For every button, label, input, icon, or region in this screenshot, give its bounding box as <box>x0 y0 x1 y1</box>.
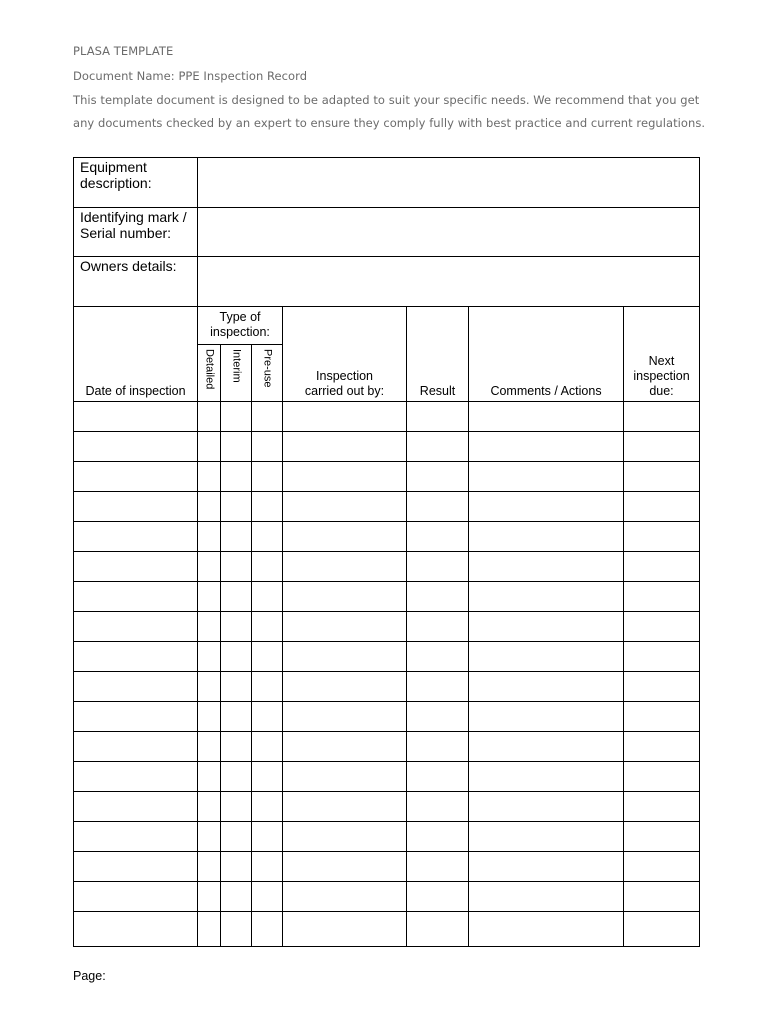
inspected-by-cell[interactable] <box>283 762 407 792</box>
table-row <box>74 852 700 882</box>
result-cell[interactable] <box>407 792 469 822</box>
date-cell[interactable] <box>74 822 198 852</box>
pre-use-cell[interactable] <box>252 402 283 432</box>
comments-cell[interactable] <box>469 732 624 762</box>
pre-use-cell[interactable] <box>252 492 283 522</box>
col-header-interim <box>221 345 252 402</box>
col-header-type-of-inspection <box>198 307 283 345</box>
detailed-cell[interactable] <box>198 912 221 947</box>
detailed-cell[interactable] <box>198 732 221 762</box>
inspected-by-cell[interactable] <box>283 702 407 732</box>
table-row <box>74 462 700 492</box>
interim-cell[interactable] <box>221 792 252 822</box>
pre-use-cell[interactable] <box>252 552 283 582</box>
interim-cell[interactable] <box>221 762 252 792</box>
owners-details-label <box>74 257 198 307</box>
comments-cell[interactable] <box>469 642 624 672</box>
interim-cell[interactable] <box>221 852 252 882</box>
result-cell[interactable] <box>407 912 469 947</box>
inspected-by-cell[interactable] <box>283 582 407 612</box>
detailed-cell[interactable] <box>198 762 221 792</box>
detailed-cell[interactable] <box>198 672 221 702</box>
intro-text-line-2: any documents checked by an expert to ensure they comply fully with best practice and current regulations. <box>73 116 706 130</box>
date-cell[interactable] <box>74 702 198 732</box>
result-cell[interactable] <box>407 522 469 552</box>
detailed-cell[interactable] <box>198 882 221 912</box>
type-header-line-1: Type of <box>219 310 261 324</box>
detailed-cell[interactable] <box>198 552 221 582</box>
col-header-next-inspection <box>624 307 700 402</box>
next-inspection-cell[interactable] <box>624 582 700 612</box>
detailed-cell[interactable] <box>198 852 221 882</box>
interim-cell[interactable] <box>221 612 252 642</box>
result-cell[interactable] <box>407 462 469 492</box>
interim-cell[interactable] <box>221 642 252 672</box>
col-header-result: Result <box>407 307 469 402</box>
date-cell[interactable] <box>74 402 198 432</box>
date-cell[interactable] <box>74 882 198 912</box>
pre-use-label: Pre-use <box>261 349 274 388</box>
next-inspection-cell[interactable] <box>624 762 700 792</box>
interim-cell[interactable] <box>221 702 252 732</box>
result-cell[interactable] <box>407 822 469 852</box>
next-inspection-cell[interactable] <box>624 822 700 852</box>
next-inspection-cell[interactable] <box>624 612 700 642</box>
inspected-by-cell[interactable] <box>283 432 407 462</box>
comments-cell[interactable] <box>469 912 624 947</box>
pre-use-cell[interactable] <box>252 462 283 492</box>
detailed-cell[interactable] <box>198 702 221 732</box>
interim-cell[interactable] <box>221 522 252 552</box>
result-cell[interactable] <box>407 852 469 882</box>
table-row <box>74 702 700 732</box>
result-cell[interactable] <box>407 402 469 432</box>
detailed-cell[interactable] <box>198 462 221 492</box>
comments-cell[interactable] <box>469 522 624 552</box>
inspected-by-cell[interactable] <box>283 852 407 882</box>
serial-number-field[interactable] <box>198 208 700 257</box>
next-inspection-cell[interactable] <box>624 672 700 702</box>
pre-use-cell[interactable] <box>252 432 283 462</box>
comments-cell[interactable] <box>469 402 624 432</box>
col-header-date: Date of inspection <box>74 307 198 402</box>
table-row <box>74 552 700 582</box>
comments-cell[interactable] <box>469 432 624 462</box>
next-inspection-cell[interactable] <box>624 732 700 762</box>
pre-use-cell[interactable] <box>252 882 283 912</box>
interim-cell[interactable] <box>221 672 252 702</box>
detailed-cell[interactable] <box>198 822 221 852</box>
result-cell[interactable] <box>407 582 469 612</box>
result-cell[interactable] <box>407 672 469 702</box>
detailed-label: Detailed <box>203 349 216 390</box>
next-inspection-cell[interactable] <box>624 642 700 672</box>
template-title: PLASA TEMPLATE <box>73 44 174 58</box>
inspected-by-cell[interactable] <box>283 822 407 852</box>
table-row <box>74 792 700 822</box>
next-inspection-cell[interactable] <box>624 702 700 732</box>
result-cell[interactable] <box>407 882 469 912</box>
result-cell[interactable] <box>407 762 469 792</box>
inspected-by-cell[interactable] <box>283 462 407 492</box>
equipment-details-table <box>73 157 700 307</box>
comments-cell[interactable] <box>469 852 624 882</box>
next-inspection-cell[interactable] <box>624 432 700 462</box>
next-inspection-cell[interactable] <box>624 852 700 882</box>
comments-cell[interactable] <box>469 792 624 822</box>
next-inspection-cell[interactable] <box>624 492 700 522</box>
table-row <box>74 882 700 912</box>
equipment-label-line-1: Equipment <box>80 159 147 175</box>
date-cell[interactable] <box>74 762 198 792</box>
next-inspection-cell[interactable] <box>624 552 700 582</box>
result-cell[interactable] <box>407 732 469 762</box>
comments-cell[interactable] <box>469 552 624 582</box>
table-row <box>74 762 700 792</box>
date-cell[interactable] <box>74 432 198 462</box>
date-cell[interactable] <box>74 462 198 492</box>
owners-details-row <box>74 257 700 307</box>
inspected-by-cell[interactable] <box>283 402 407 432</box>
owners-details-field[interactable] <box>198 257 700 307</box>
inspection-header-row-1 <box>74 307 700 345</box>
table-row <box>74 432 700 462</box>
interim-cell[interactable] <box>221 912 252 947</box>
equipment-description-row <box>74 158 700 208</box>
col-header-comments: Comments / Actions <box>469 307 624 402</box>
pre-use-cell[interactable] <box>252 852 283 882</box>
pre-use-cell[interactable] <box>252 522 283 552</box>
result-cell[interactable] <box>407 552 469 582</box>
date-cell[interactable] <box>74 672 198 702</box>
date-cell[interactable] <box>74 852 198 882</box>
comments-cell[interactable] <box>469 822 624 852</box>
table-row <box>74 672 700 702</box>
owners-label-text: Owners details: <box>80 258 177 274</box>
comments-cell[interactable] <box>469 582 624 612</box>
date-cell[interactable] <box>74 552 198 582</box>
serial-number-row <box>74 208 700 257</box>
date-cell[interactable] <box>74 792 198 822</box>
inspected-by-line-1: Inspection <box>316 369 373 383</box>
table-row <box>74 822 700 852</box>
interim-cell[interactable] <box>221 432 252 462</box>
table-row <box>74 582 700 612</box>
next-inspection-line-1: Next <box>648 354 675 368</box>
pre-use-cell[interactable] <box>252 912 283 947</box>
interim-cell[interactable] <box>221 402 252 432</box>
serial-label-line-1: Identifying mark / <box>80 209 187 225</box>
col-header-pre-use <box>252 345 283 402</box>
interim-label: Interim <box>230 349 243 383</box>
pre-use-cell[interactable] <box>252 822 283 852</box>
document-name: Document Name: PPE Inspection Record <box>73 69 308 83</box>
inspected-by-cell[interactable] <box>283 732 407 762</box>
interim-cell[interactable] <box>221 582 252 612</box>
comments-cell[interactable] <box>469 762 624 792</box>
pre-use-cell[interactable] <box>252 672 283 702</box>
table-row <box>74 642 700 672</box>
equipment-description-field[interactable] <box>198 158 700 208</box>
inspected-by-cell[interactable] <box>283 672 407 702</box>
type-header-line-2: inspection: <box>210 325 270 339</box>
serial-label-line-2: Serial number: <box>80 225 172 241</box>
pre-use-cell[interactable] <box>252 732 283 762</box>
comments-cell[interactable] <box>469 612 624 642</box>
inspection-log-table <box>73 306 700 947</box>
date-cell[interactable] <box>74 522 198 552</box>
next-inspection-cell[interactable] <box>624 792 700 822</box>
interim-cell[interactable] <box>221 462 252 492</box>
result-cell[interactable] <box>407 432 469 462</box>
comments-cell[interactable] <box>469 672 624 702</box>
comments-cell[interactable] <box>469 492 624 522</box>
detailed-cell[interactable] <box>198 792 221 822</box>
detailed-cell[interactable] <box>198 402 221 432</box>
table-row <box>74 522 700 552</box>
inspected-by-cell[interactable] <box>283 612 407 642</box>
inspected-by-cell[interactable] <box>283 522 407 552</box>
pre-use-cell[interactable] <box>252 792 283 822</box>
detailed-cell[interactable] <box>198 642 221 672</box>
date-cell[interactable] <box>74 732 198 762</box>
interim-cell[interactable] <box>221 822 252 852</box>
detailed-cell[interactable] <box>198 582 221 612</box>
inspected-by-line-2: carried out by: <box>304 384 385 398</box>
interim-cell[interactable] <box>221 492 252 522</box>
next-inspection-line-2: inspection <box>633 369 690 383</box>
next-inspection-cell[interactable] <box>624 402 700 432</box>
result-cell[interactable] <box>407 702 469 732</box>
interim-cell[interactable] <box>221 882 252 912</box>
table-row <box>74 402 700 432</box>
table-row <box>74 732 700 762</box>
serial-number-label <box>74 208 198 257</box>
interim-cell[interactable] <box>221 732 252 762</box>
intro-text-line-1: This template document is designed to be adapted to suit your specific needs. We recommend that you get <box>73 93 700 107</box>
result-cell[interactable] <box>407 612 469 642</box>
detailed-cell[interactable] <box>198 432 221 462</box>
next-inspection-line-3: due: <box>649 384 674 398</box>
equipment-label-line-2: description: <box>80 175 152 191</box>
interim-cell[interactable] <box>221 552 252 582</box>
table-row <box>74 612 700 642</box>
inspected-by-cell[interactable] <box>283 912 407 947</box>
page-number-label: Page: <box>73 969 106 983</box>
next-inspection-cell[interactable] <box>624 882 700 912</box>
col-header-detailed <box>198 345 221 402</box>
pre-use-cell[interactable] <box>252 582 283 612</box>
pre-use-cell[interactable] <box>252 642 283 672</box>
comments-cell[interactable] <box>469 702 624 732</box>
inspected-by-cell[interactable] <box>283 492 407 522</box>
table-row <box>74 912 700 947</box>
inspected-by-cell[interactable] <box>283 792 407 822</box>
date-cell[interactable] <box>74 642 198 672</box>
pre-use-cell[interactable] <box>252 612 283 642</box>
pre-use-cell[interactable] <box>252 702 283 732</box>
pre-use-cell[interactable] <box>252 762 283 792</box>
inspected-by-cell[interactable] <box>283 642 407 672</box>
detailed-cell[interactable] <box>198 522 221 552</box>
table-row <box>74 492 700 522</box>
comments-cell[interactable] <box>469 882 624 912</box>
comments-cell[interactable] <box>469 462 624 492</box>
equipment-description-label <box>74 158 198 208</box>
date-cell[interactable] <box>74 912 198 947</box>
result-cell[interactable] <box>407 492 469 522</box>
date-cell[interactable] <box>74 492 198 522</box>
inspected-by-cell[interactable] <box>283 552 407 582</box>
date-cell[interactable] <box>74 612 198 642</box>
detailed-cell[interactable] <box>198 492 221 522</box>
result-cell[interactable] <box>407 642 469 672</box>
next-inspection-cell[interactable] <box>624 462 700 492</box>
detailed-cell[interactable] <box>198 612 221 642</box>
inspected-by-cell[interactable] <box>283 882 407 912</box>
date-cell[interactable] <box>74 582 198 612</box>
next-inspection-cell[interactable] <box>624 522 700 552</box>
col-header-inspected-by <box>283 307 407 402</box>
next-inspection-cell[interactable] <box>624 912 700 947</box>
